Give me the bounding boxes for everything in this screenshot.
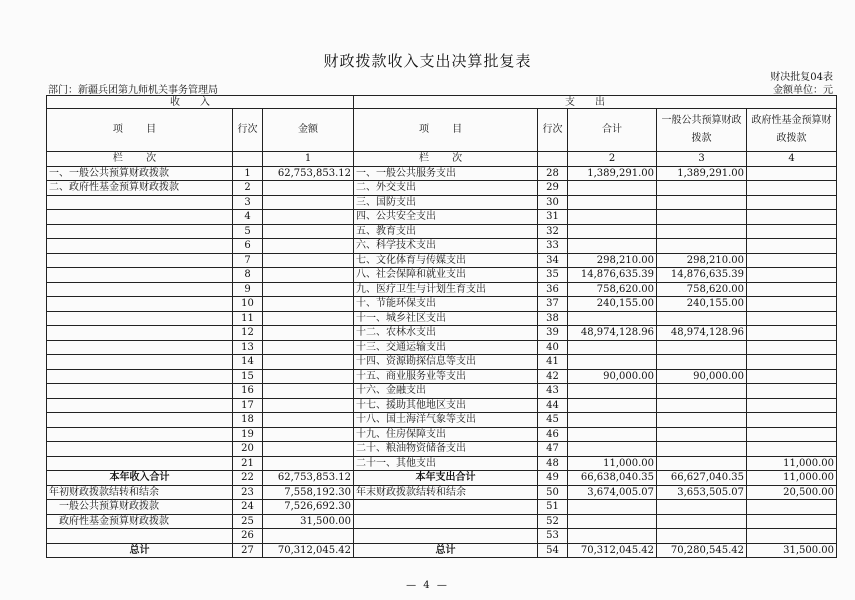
- income-amount: [263, 253, 354, 268]
- expense-fund: 11,000.00: [747, 456, 837, 471]
- income-item: 本年收入合计: [47, 471, 233, 486]
- income-amount: 62,753,853.12: [263, 471, 354, 486]
- expense-row-no: 51: [538, 500, 568, 515]
- expense-row-no: 35: [538, 268, 568, 283]
- expense-row-no: 42: [538, 369, 568, 384]
- income-item: [47, 340, 233, 355]
- income-amount: [263, 181, 354, 196]
- expense-total: [568, 500, 657, 515]
- income-item: 一、一般公共预算财政拨款: [47, 166, 233, 181]
- income-row-no: 22: [233, 471, 263, 486]
- income-amount: [263, 398, 354, 413]
- expense-fund: [747, 181, 837, 196]
- table-row: [47, 297, 837, 312]
- income-amount: 70,312,045.42: [263, 543, 354, 558]
- expense-fund: [747, 340, 837, 355]
- expense-total: [568, 398, 657, 413]
- table-row: [47, 355, 837, 370]
- column-number: 3: [657, 152, 747, 167]
- income-row-no: 27: [233, 543, 263, 558]
- expense-general: [657, 442, 747, 457]
- expense-fund: [747, 529, 837, 544]
- expense-row-no: 40: [538, 340, 568, 355]
- income-item: 政府性基金预算财政拨款: [47, 514, 233, 529]
- expense-general: 758,620.00: [657, 282, 747, 297]
- expense-total: [568, 340, 657, 355]
- column-number-row: [47, 152, 837, 167]
- income-row-no: 9: [233, 282, 263, 297]
- expense-row-no: 28: [538, 166, 568, 181]
- income-row-no: 25: [233, 514, 263, 529]
- expense-row-no: 38: [538, 311, 568, 326]
- table-row: [47, 442, 837, 457]
- expense-fund: [747, 355, 837, 370]
- expense-general: [657, 398, 747, 413]
- expense-total: [568, 427, 657, 442]
- income-item: 年初财政拨款结转和结余: [47, 485, 233, 500]
- expense-item: 二十、粮油物资储备支出: [354, 442, 538, 457]
- expense-fund: 20,500.00: [747, 485, 837, 500]
- table-row: [47, 166, 837, 181]
- expense-total: 11,000.00: [568, 456, 657, 471]
- table-row: [47, 268, 837, 283]
- expense-general: 1,389,291.00: [657, 166, 747, 181]
- expense-total: [568, 355, 657, 370]
- expense-total: [568, 195, 657, 210]
- expense-row-no: 49: [538, 471, 568, 486]
- expense-item: [354, 529, 538, 544]
- expense-general: [657, 210, 747, 225]
- expense-item: 三、国防支出: [354, 195, 538, 210]
- income-amount: [263, 369, 354, 384]
- income-amount: 31,500.00: [263, 514, 354, 529]
- approval-table: [46, 95, 837, 558]
- expense-fund: [747, 384, 837, 399]
- expense-total: [568, 529, 657, 544]
- income-item: [47, 413, 233, 428]
- income-row-no: 24: [233, 500, 263, 515]
- income-amount: [263, 442, 354, 457]
- expense-row-no: 32: [538, 224, 568, 239]
- report-title: 财政拨款收入支出决算批复表: [323, 52, 532, 70]
- table-row: [47, 210, 837, 225]
- expense-item: 十七、援助其他地区支出: [354, 398, 538, 413]
- expense-row-no: 34: [538, 253, 568, 268]
- table-row: [47, 398, 837, 413]
- column-label: 栏 次: [354, 152, 538, 167]
- table-row: [47, 181, 837, 196]
- expense-total: 758,620.00: [568, 282, 657, 297]
- expense-fund: [747, 239, 837, 254]
- income-item: [47, 427, 233, 442]
- expense-row-no: 31: [538, 210, 568, 225]
- income-amount: [263, 195, 354, 210]
- table-row: [47, 239, 837, 254]
- expense-general: [657, 384, 747, 399]
- income-item: 一般公共预算财政拨款: [47, 500, 233, 515]
- income-amount: [263, 529, 354, 544]
- expense-total: 14,876,635.39: [568, 268, 657, 283]
- expense-row-no-header: 行次: [538, 109, 568, 152]
- table-row: [47, 340, 837, 355]
- expense-general: [657, 195, 747, 210]
- expense-fund: [747, 326, 837, 341]
- form-number: 财决批复04表: [770, 72, 833, 83]
- expense-item: 总计: [354, 543, 538, 558]
- expense-fund: 11,000.00: [747, 471, 837, 486]
- expense-total: [568, 413, 657, 428]
- expense-fund: [747, 253, 837, 268]
- expense-fund: 31,500.00: [747, 543, 837, 558]
- expense-item: 四、公共安全支出: [354, 210, 538, 225]
- total-header: 合计: [568, 109, 657, 152]
- income-amount: [263, 210, 354, 225]
- income-amount: [263, 297, 354, 312]
- expense-fund: [747, 195, 837, 210]
- income-amount: 7,526,692.30: [263, 500, 354, 515]
- table-row: [47, 485, 837, 500]
- income-row-no: 4: [233, 210, 263, 225]
- expense-item: 十二、农林水支出: [354, 326, 538, 341]
- expense-fund: [747, 413, 837, 428]
- income-row-no-header: 行次: [233, 109, 263, 152]
- income-row-no: 5: [233, 224, 263, 239]
- expense-item: 一、一般公共服务支出: [354, 166, 538, 181]
- income-row-no: 20: [233, 442, 263, 457]
- income-row-no: 8: [233, 268, 263, 283]
- expense-total: [568, 514, 657, 529]
- table-row: [47, 427, 837, 442]
- expense-general: [657, 224, 747, 239]
- expense-general: 70,280,545.42: [657, 543, 747, 558]
- expense-total: [568, 311, 657, 326]
- table-row: [47, 282, 837, 297]
- income-amount: [263, 413, 354, 428]
- expense-row-no: 53: [538, 529, 568, 544]
- income-amount: [263, 384, 354, 399]
- income-amount: [263, 311, 354, 326]
- income-item: [47, 282, 233, 297]
- expense-item: 八、社会保障和就业支出: [354, 268, 538, 283]
- table-row: [47, 253, 837, 268]
- income-item: [47, 210, 233, 225]
- expense-fund: [747, 427, 837, 442]
- expense-fund: [747, 297, 837, 312]
- department-label: 部门：新疆兵团第九师机关事务管理局: [48, 85, 218, 96]
- table-row: [47, 456, 837, 471]
- expense-general: [657, 529, 747, 544]
- expense-item: [354, 500, 538, 515]
- expense-row-no: 46: [538, 427, 568, 442]
- expense-fund: [747, 282, 837, 297]
- income-row-no: 14: [233, 355, 263, 370]
- expense-general: 298,210.00: [657, 253, 747, 268]
- amount-header: 金额: [263, 109, 354, 152]
- income-item: [47, 239, 233, 254]
- expense-fund: [747, 166, 837, 181]
- page-number: — 4 —: [406, 580, 449, 591]
- expense-general: [657, 456, 747, 471]
- expense-item: 六、科学技术支出: [354, 239, 538, 254]
- expense-row-no: 45: [538, 413, 568, 428]
- column-number: 4: [747, 152, 837, 167]
- expense-item: 十八、国土海洋气象等支出: [354, 413, 538, 428]
- expense-item: 十三、交通运输支出: [354, 340, 538, 355]
- expense-general: [657, 340, 747, 355]
- expense-item: 十一、城乡社区支出: [354, 311, 538, 326]
- expense-row-no: 47: [538, 442, 568, 457]
- income-row-no: 12: [233, 326, 263, 341]
- income-amount: [263, 355, 354, 370]
- expense-item: 七、文化体育与传媒支出: [354, 253, 538, 268]
- expense-row-no: 48: [538, 456, 568, 471]
- expense-general: [657, 514, 747, 529]
- table-row: [47, 500, 837, 515]
- income-amount: [263, 268, 354, 283]
- income-row-no: 16: [233, 384, 263, 399]
- income-row-no: 26: [233, 529, 263, 544]
- expense-row-no: 41: [538, 355, 568, 370]
- income-item: [47, 398, 233, 413]
- income-item: [47, 268, 233, 283]
- income-section-label: 收入: [47, 96, 354, 109]
- income-item: [47, 456, 233, 471]
- expense-row-no: 30: [538, 195, 568, 210]
- expense-total: [568, 239, 657, 254]
- expense-row-no: 50: [538, 485, 568, 500]
- expense-general: [657, 311, 747, 326]
- expense-total: 298,210.00: [568, 253, 657, 268]
- table-row: [47, 195, 837, 210]
- table-row: [47, 384, 837, 399]
- expense-row-no: 33: [538, 239, 568, 254]
- expense-row-no: 43: [538, 384, 568, 399]
- table-row: [47, 471, 837, 486]
- income-item: [47, 529, 233, 544]
- column-number: 2: [568, 152, 657, 167]
- income-item: [47, 355, 233, 370]
- expense-total: [568, 210, 657, 225]
- income-amount: 62,753,853.12: [263, 166, 354, 181]
- expense-row-no: 29: [538, 181, 568, 196]
- table-row: [47, 529, 837, 544]
- column-number: 1: [263, 152, 354, 167]
- income-item: 二、政府性基金预算财政拨款: [47, 181, 233, 196]
- expense-item: [354, 514, 538, 529]
- expense-general: [657, 181, 747, 196]
- expense-fund: [747, 268, 837, 283]
- section-header-row: [47, 96, 837, 109]
- fund-budget-header: 政府性基金预算财政拨款: [747, 109, 837, 152]
- expense-general: [657, 355, 747, 370]
- income-item: [47, 253, 233, 268]
- income-row-no: 7: [233, 253, 263, 268]
- income-item: [47, 297, 233, 312]
- expense-item: 十、节能环保支出: [354, 297, 538, 312]
- table-row: [47, 326, 837, 341]
- expense-total: 66,638,040.35: [568, 471, 657, 486]
- income-amount: [263, 282, 354, 297]
- expense-total: 240,155.00: [568, 297, 657, 312]
- income-item: [47, 369, 233, 384]
- table-row: [47, 369, 837, 384]
- expense-item: 十六、金融支出: [354, 384, 538, 399]
- income-row-no: 17: [233, 398, 263, 413]
- income-amount: [263, 224, 354, 239]
- expense-item: 二十一、其他支出: [354, 456, 538, 471]
- expense-row-no: 54: [538, 543, 568, 558]
- income-row-no: 19: [233, 427, 263, 442]
- expense-section-label: 支出: [354, 96, 837, 109]
- expense-general: [657, 427, 747, 442]
- income-amount: [263, 427, 354, 442]
- income-amount: [263, 239, 354, 254]
- expense-total: [568, 442, 657, 457]
- expense-fund: [747, 500, 837, 515]
- expense-item: 九、医疗卫生与计划生育支出: [354, 282, 538, 297]
- expense-item: 十四、资源勘探信息等支出: [354, 355, 538, 370]
- income-item: [47, 384, 233, 399]
- expense-fund: [747, 210, 837, 225]
- expense-general: 240,155.00: [657, 297, 747, 312]
- expense-item: 十九、住房保障支出: [354, 427, 538, 442]
- expense-item: 十五、商业服务业等支出: [354, 369, 538, 384]
- income-row-no: 21: [233, 456, 263, 471]
- expense-general: [657, 239, 747, 254]
- expense-general: 3,653,505.07: [657, 485, 747, 500]
- expense-row-no: 39: [538, 326, 568, 341]
- table-row: [47, 413, 837, 428]
- unit-label: 金额单位：元: [773, 85, 833, 96]
- income-item: 总计: [47, 543, 233, 558]
- expense-total: [568, 181, 657, 196]
- income-row-no: 1: [233, 166, 263, 181]
- expense-fund: [747, 369, 837, 384]
- expense-item-header: 项 目: [354, 109, 538, 152]
- expense-row-no: 37: [538, 297, 568, 312]
- expense-general: 48,974,128.96: [657, 326, 747, 341]
- expense-row-no: 36: [538, 282, 568, 297]
- expense-fund: [747, 442, 837, 457]
- column-label: 栏 次: [47, 152, 233, 167]
- table-row: [47, 311, 837, 326]
- income-row-no: 6: [233, 239, 263, 254]
- income-item: [47, 311, 233, 326]
- income-row-no: 13: [233, 340, 263, 355]
- expense-total: [568, 384, 657, 399]
- income-item: [47, 224, 233, 239]
- income-amount: [263, 340, 354, 355]
- income-amount: [263, 456, 354, 471]
- income-row-no: 15: [233, 369, 263, 384]
- expense-total: 70,312,045.42: [568, 543, 657, 558]
- expense-total: 3,674,005.07: [568, 485, 657, 500]
- expense-total: 90,000.00: [568, 369, 657, 384]
- expense-general: 66,627,040.35: [657, 471, 747, 486]
- income-item-header: 项 目: [47, 109, 233, 152]
- expense-general: [657, 413, 747, 428]
- expense-general: [657, 500, 747, 515]
- expense-item: 本年支出合计: [354, 471, 538, 486]
- expense-general: 90,000.00: [657, 369, 747, 384]
- expense-total: 48,974,128.96: [568, 326, 657, 341]
- expense-fund: [747, 311, 837, 326]
- expense-fund: [747, 398, 837, 413]
- expense-total: 1,389,291.00: [568, 166, 657, 181]
- income-row-no: 10: [233, 297, 263, 312]
- income-row-no: 3: [233, 195, 263, 210]
- income-row-no: 18: [233, 413, 263, 428]
- expense-general: 14,876,635.39: [657, 268, 747, 283]
- expense-item: 年末财政拨款结转和结余: [354, 485, 538, 500]
- expense-total: [568, 224, 657, 239]
- expense-row-no: 44: [538, 398, 568, 413]
- column-header-row: [47, 109, 837, 152]
- income-amount: 7,558,192.30: [263, 485, 354, 500]
- expense-item: 二、外交支出: [354, 181, 538, 196]
- expense-fund: [747, 514, 837, 529]
- expense-fund: [747, 224, 837, 239]
- income-row-no: 11: [233, 311, 263, 326]
- income-item: [47, 195, 233, 210]
- general-budget-header: 一般公共预算财政拨款: [657, 109, 747, 152]
- table-row: [47, 514, 837, 529]
- income-row-no: 23: [233, 485, 263, 500]
- income-item: [47, 442, 233, 457]
- income-row-no: 2: [233, 181, 263, 196]
- income-amount: [263, 326, 354, 341]
- expense-item: 五、教育支出: [354, 224, 538, 239]
- income-item: [47, 326, 233, 341]
- table-row: [47, 543, 837, 558]
- expense-row-no: 52: [538, 514, 568, 529]
- table-row: [47, 224, 837, 239]
